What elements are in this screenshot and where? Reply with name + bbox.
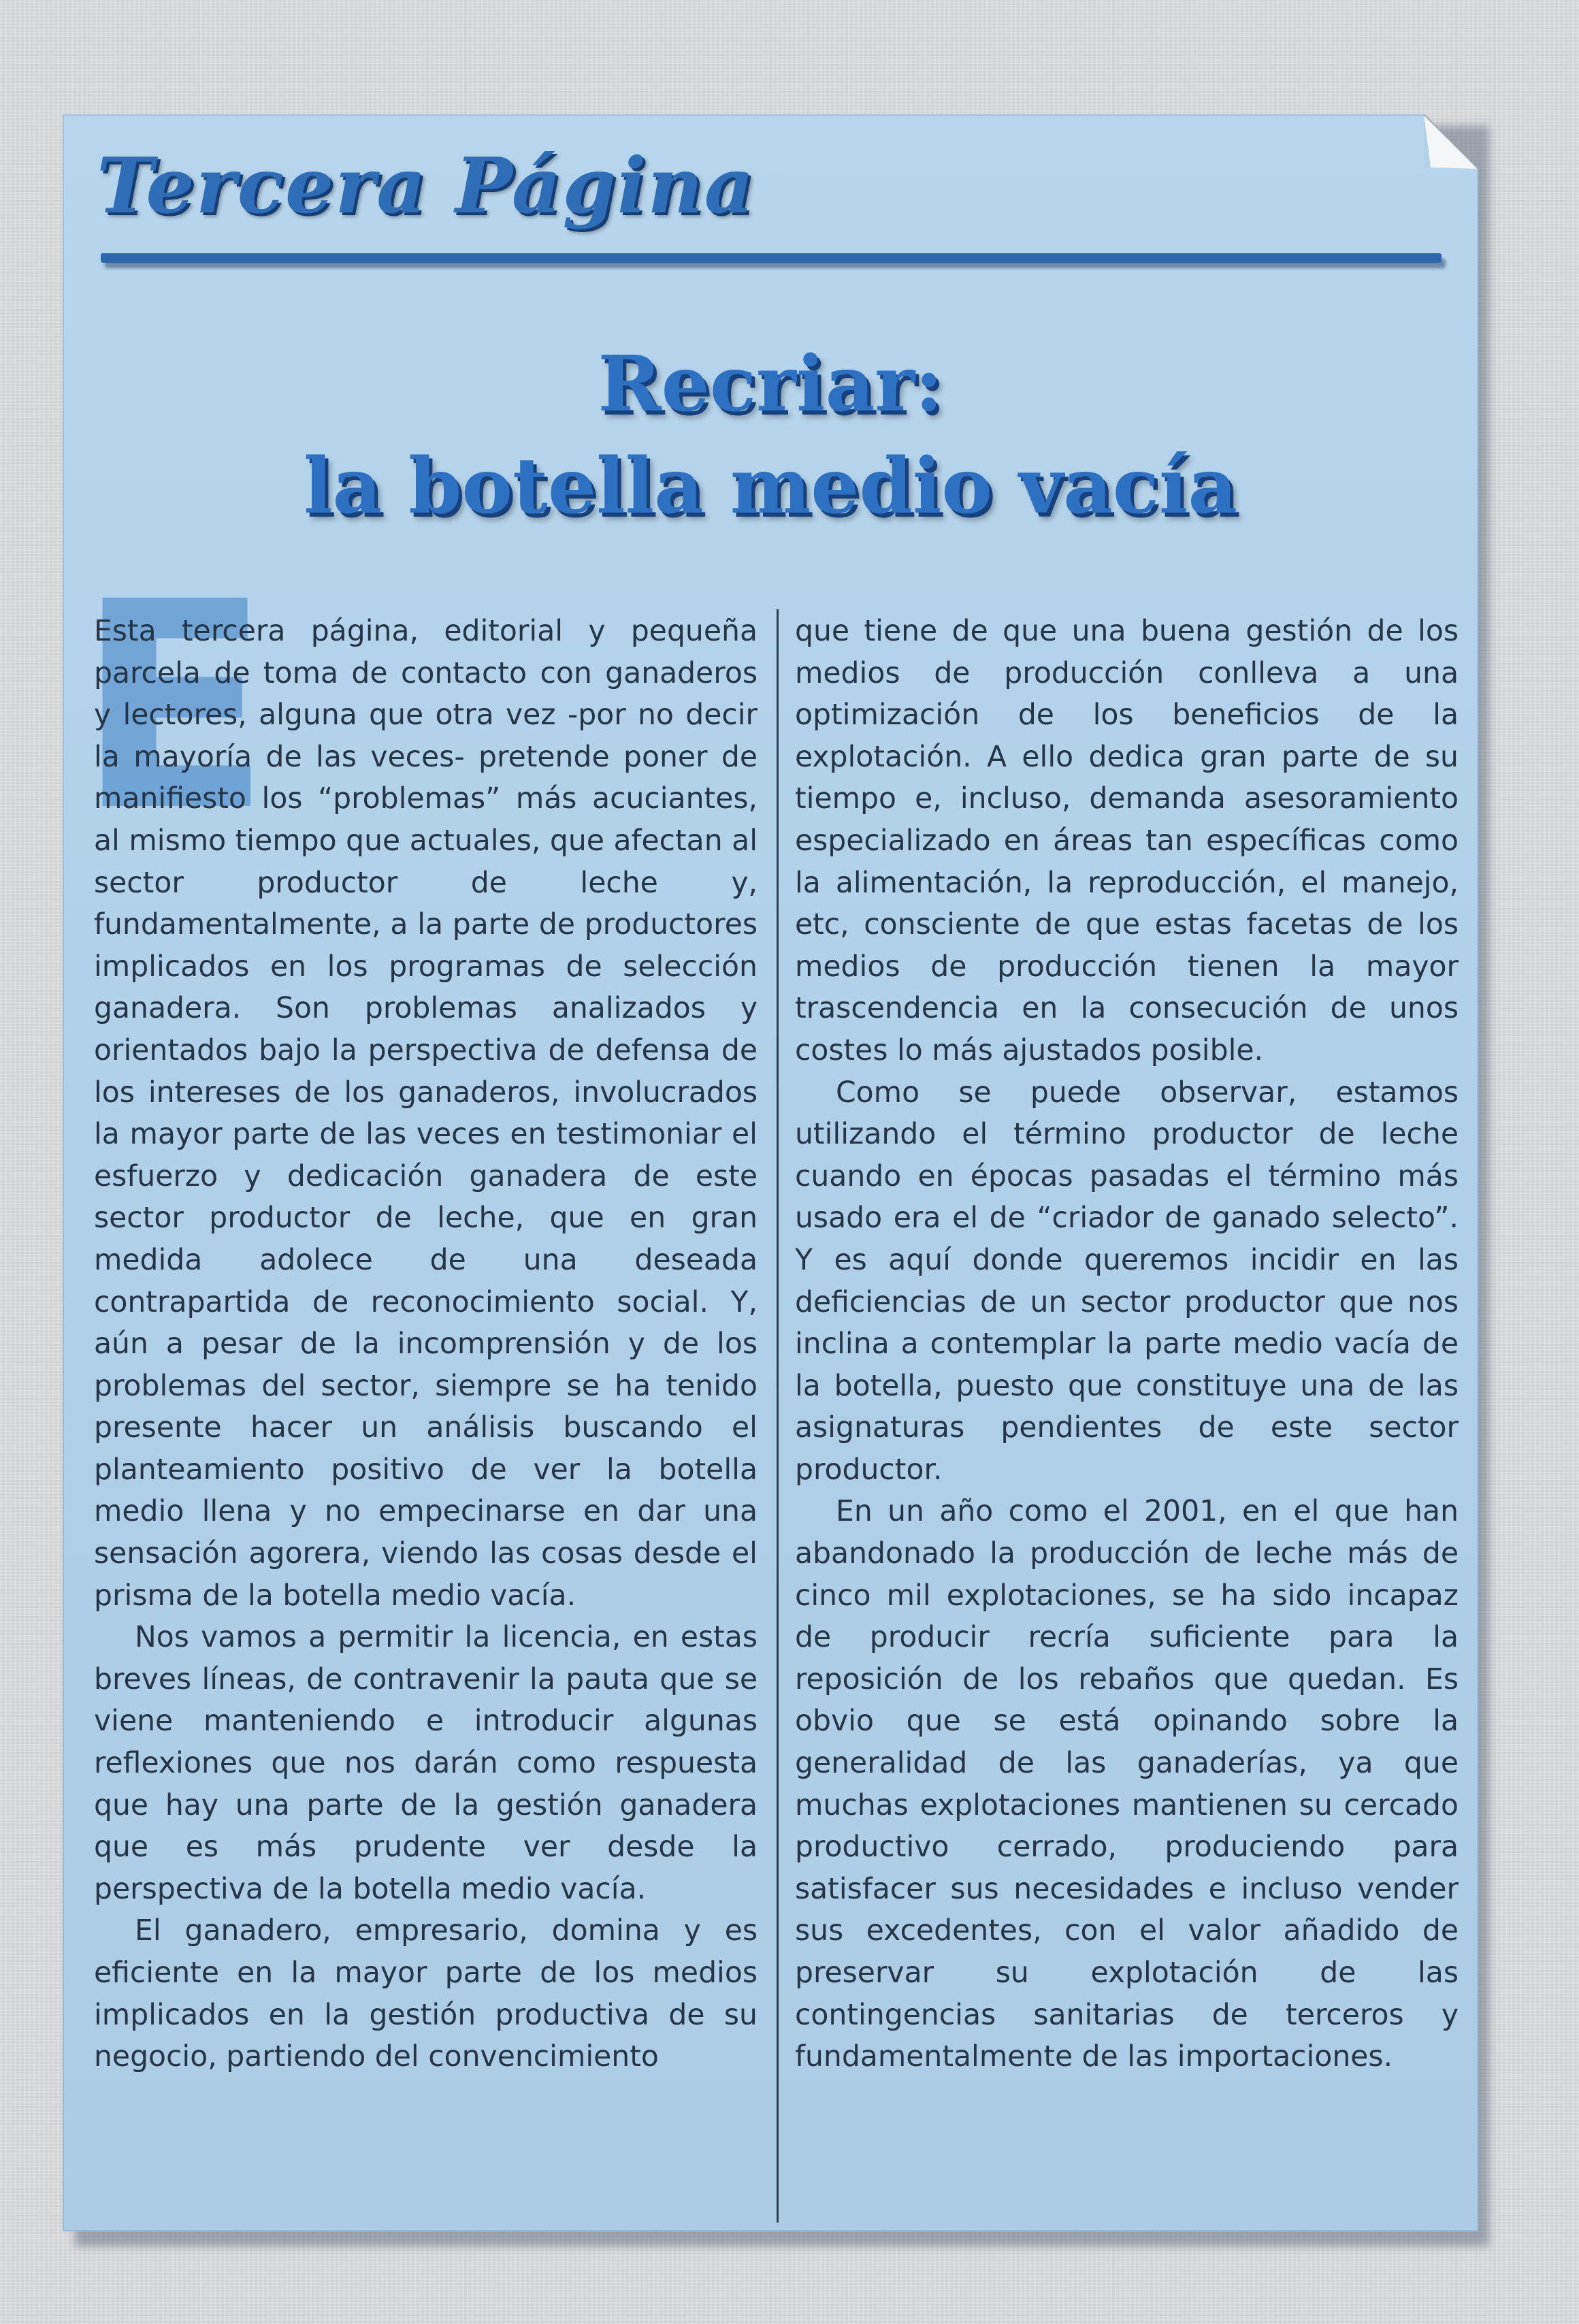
paragraph: Nos vamos a permitir la licencia, en estas breves líneas, de contravenir la pauta que se viene manteniendo e introducir algunas reflexiones que nos darán como respuesta que hay una parte de la gestión ganadera que es más prudente ver desde la perspectiva de la botella medio vacía. xyxy=(94,1621,758,1906)
paragraph: Esta tercera página, editorial y pequeña parcela de toma de contacto con ganaderos y lectores, alguna que otra vez -por no decir la mayoría de las veces- pretende poner de manifiesto los “problemas” más acuciantes, al mismo tiempo que actuales, que afectan al sector productor de leche y, fundamentalmente, a la parte de productores implicados en los programas de selección ganadera. Son problemas analizados y orientados bajo la perspectiva de defensa de los intereses de los ganaderos, involucrados la mayor parte de las veces en testimoniar el esfuerzo y dedicación ganadera de este sector productor de leche, que en gran medida adolece de una deseada contrapartida de reconocimiento social. Y, aún a pesar de la incomprensión y de los problemas del sector, siempre se ha tenido presente hacer un análisis buscando el planteamiento positivo de ver la botella medio llena y no empecinarse en dar una sensación agorera, viendo las cosas desde el prisma de la botella medio vacía. xyxy=(94,615,758,1613)
article-column-right xyxy=(795,611,1459,2078)
drop-cap: E xyxy=(76,541,272,874)
paragraph: El ganadero, empresario, domina y es eficiente en la mayor parte de los medios implicados en la gestión productiva de su negocio, partiendo del convencimiento xyxy=(94,1914,758,2074)
paragraph: En un año como el 2001, en el que han abandonado la producción de leche más de cinco mil explotaciones, se ha sido incapaz de producir recría suficiente para la reposición de los rebaños que quedan. Es obvio que se está opinando sobre la generalidad de las ganaderías, ya que muchas explotaciones mantienen su cercado productivo cerrado, produciendo para satisfacer sus necesidades e incluso vender sus excedentes, con el valor añadido de preservar su explotación de las contingencias sanitarias de terceros y fundamentalmente de las importaciones. xyxy=(795,1495,1459,2074)
article-headline xyxy=(63,334,1478,538)
column-divider xyxy=(777,609,779,2223)
article-column-left xyxy=(94,611,758,2078)
page-curl-corner xyxy=(1424,114,1478,169)
section-title: Tercera Página xyxy=(97,142,755,231)
header-rule xyxy=(101,253,1442,263)
paragraph: Como se puede observar, estamos utilizando el término productor de leche cuando en épocas pasadas el término más usado era el de “criador de ganado selecto”. Y es aquí donde queremos incidir en las deficiencias de un sector productor que nos inclina a contemplar la parte medio vacía de la botella, puesto que constituye una de las asignaturas pendientes de este sector productor. xyxy=(795,1076,1459,1487)
headline-line-2: la botella medio vacía xyxy=(303,442,1238,531)
paragraph: que tiene de que una buena gestión de los medios de producción conlleva a una optimización de los beneficios de la explotación. A ello dedica gran parte de su tiempo e, incluso, demanda asesoramiento especializado en áreas tan específicas como la alimentación, la reproducción, el manejo, etc, consciente de que estas facetas de los medios de producción tienen la mayor trascendencia en la consecución de unos costes lo más ajustados posible. xyxy=(795,615,1459,1067)
headline-line-1: Recriar: xyxy=(598,340,943,429)
